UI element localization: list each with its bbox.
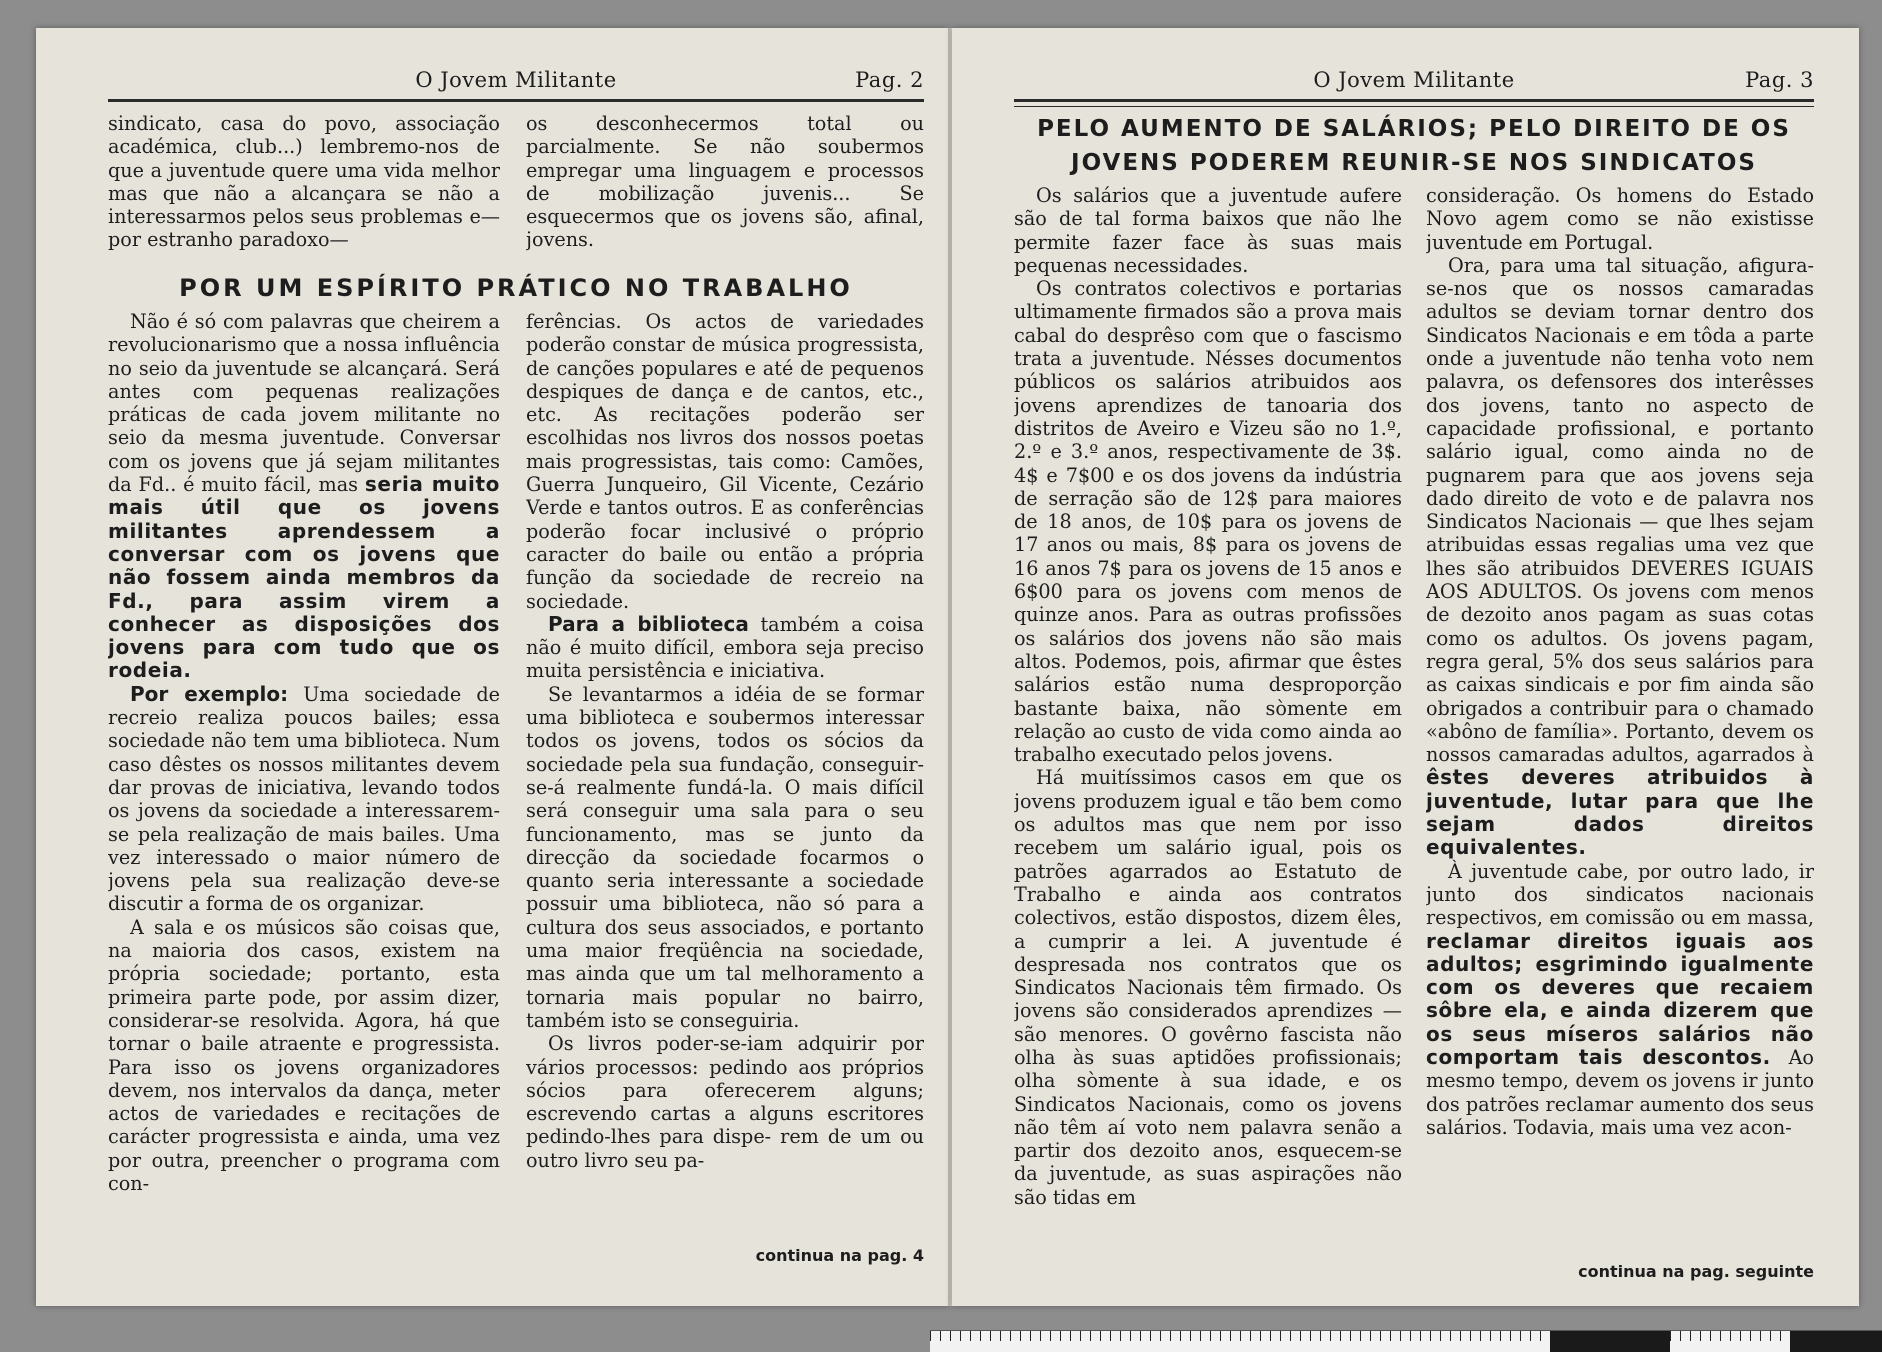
- p3-col2-paragraph-2: [1426, 254, 1814, 860]
- measurement-scale-bar: [930, 1330, 1882, 1352]
- page-2-content: [108, 28, 924, 1306]
- p3-col2-paragraph-3: [1426, 860, 1814, 1140]
- scale-black-segment-1: [1550, 1331, 1670, 1352]
- col1-lead-in: Por exemplo:: [130, 681, 289, 706]
- p3-col2-bold-passage-1: êstes deveres atribuidos à juventude, lutar para que lhe sejam dados direitos equivalentes.: [1426, 765, 1814, 860]
- page-3-sheet: [952, 28, 1859, 1306]
- col2-paragraph-3: Se levantarmos a idéia de se formar uma biblioteca e soubermos interessar todos os jovens, todos os sócios da sociedade pela sua fundação, conseguir-se-á realmente fundá-la. O mais difícil será conseguir uma sala para o seu funcionamento, mas se junto da direcção da sociedade focarmos o quanto seria interessante a sociedade possuir uma biblioteca, não só para a cultura dos seus associados, e portanto uma maior freqüência na sociedade, mas ainda que um tal melhoramento a tornaria mais popular no bairro, também isto se conseguiria.: [526, 682, 924, 1032]
- page-2-continued-note: continua na pag. 4: [755, 1246, 924, 1265]
- p3-col1-paragraph-2: Os contratos colectivos e portarias ultimamente firmados são a prova mais cabal do desprêso com que o fascismo trata a juventude. Nésses documentos públicos os salários atribuidos aos jovens aprendizes de tanoaria dos distritos de Aveiro e Vizeu são no 1.º, 2.º e 3.º anos, respectivamente de 3$. 4$ e 7$00 e os dos jovens da indústria de serração são de 12$ para maiores de 18 anos, de 10$ para os jovens de 17 anos ou mais, 8$ para os jovens de 16 anos 7$ para os jovens de 15 anos e 6$00 para os jovens com menos de quinze anos. Para as outras profissões os salários dos jovens não são mais altos. Podemos, pois, afirmar que êstes salários estão numa desproporção bastante baixa, não sòmente em relação ao custo de vida como ainda ao trabalho executado pelos jovens.: [1014, 277, 1402, 767]
- col1-paragraph-2: [108, 683, 500, 916]
- col2-paragraph-2-text: também a coisa não é muito difícil, embora seja preciso muita persistência e iniciativa.: [526, 612, 924, 683]
- page-3-column-1: [1014, 184, 1402, 1294]
- page-2-intro-right: [526, 112, 924, 262]
- page-3-header-rule: [1014, 99, 1814, 102]
- page-2-column-2: [526, 310, 924, 1244]
- intro-right-text: os desconhecermos total ou parcialmente. Se não soubermos empregar uma linguagem e processos de mobilização juvenis... Se esquecermos que os jovens são, afinal, jovens.: [526, 112, 924, 252]
- page-3-headline-line-1: PELO AUMENTO DE SALÁRIOS; PELO DIREITO DE OS: [1037, 116, 1791, 142]
- p3-col2-paragraph-3-text: À juventude cabe, por outro lado, ir junto dos sindicatos nacionais respectivos, em comissão ou em massa,: [1426, 859, 1814, 930]
- page-3-masthead-title: O Jovem Militante: [1313, 68, 1515, 92]
- col2-lead-in: Para a biblioteca: [548, 611, 749, 636]
- page-3-headline: [1014, 112, 1814, 180]
- p3-col1-paragraph-3: Há muitíssimos casos em que os jovens produzem igual e tão bem como os adultos mas que nem por isso recebem um salário igual, pois os patrões agarrados ao Estatuto de Trabalho e ainda aos contratos colectivos, estão dispostos, dizem êles, a cumprir a lei. A juventude é despresada nos contratos que os Sindicatos Nacionais têm firmado. Os jovens são considerados aprendizes — são menores. O govêrno fascista não olha às suas aptidões profissionais; olha sòmente à sua idade, e os Sindicatos Nacionais, como os jovens não têm aí voto nem palavra senão a partir dos dezoito anos, esquecem-se da juventude, as suas aspirações não são tidas em: [1014, 766, 1402, 1209]
- col2-paragraph-1: ferências. Os actos de variedades poderão constar de música progressista, de canções populares e até de pequenos despiques de dança e de cantos, etc., etc. As recitações poderão ser escolhidas nos livros dos nossos poetas mais progressistas, tais como: Camões, Guerra Junqueiro, Gil Vicente, Cezário Verde e tantos outros. E as conferências poderão focar inclusivé o próprio caracter do baile ou então a própria função da sociedade de recreio na sociedade.: [526, 310, 924, 613]
- page-2-header: [108, 64, 924, 104]
- intro-left-text: sindicato, casa do povo, associação académica, club...) lembremo-nos de que a juventude quere uma vida melhor mas que não a alcançara se não a interessarmos pelos seus problemas e—por estranho paradoxo—: [108, 112, 500, 252]
- page-3-page-number: Pag. 3: [1745, 68, 1814, 92]
- scale-black-segment-2: [1790, 1331, 1882, 1352]
- page-2-sheet: [36, 28, 948, 1306]
- page-3-continued-note: continua na pag. seguinte: [1578, 1262, 1814, 1281]
- col2-paragraph-2: [526, 613, 924, 683]
- page-2-column-1: [108, 310, 500, 1270]
- col1-paragraph-1-text: Não é só com palavras que cheirem a revolucionarismo que a nossa influência no seio da juventude se alcançará. Será antes com pequenas realizações práticas de cada jovem militante no seio da mesma juventude. Conversar com os jovens que já sejam militantes da Fd.. é muito fácil, mas: [108, 310, 500, 497]
- page-3-column-2: [1426, 184, 1814, 1250]
- page-2-header-rule: [108, 99, 924, 102]
- p3-col1-paragraph-1: Os salários que a juventude aufere são de tal forma baixos que não lhe permite fazer face às suas mais pequenas necessidades.: [1014, 184, 1402, 277]
- col1-paragraph-2-text: Uma sociedade de recreio realiza poucos bailes; essa sociedade não tem uma biblioteca. Num caso dêstes os nossos militantes devem dar provas de iniciativa, levando todos os jovens da sociedade a interessarem-se pela realização de mais bailes. Uma vez interessado o maior número de jovens pela sua realização deve-se discutir a forma de os organizar.: [108, 682, 500, 916]
- p3-col2-paragraph-4-text: Ao mesmo tempo, devem os jovens ir junto dos patrões reclamar aumento dos seus salários. Todavia, mais uma vez acon-: [1426, 1045, 1814, 1139]
- page-2-masthead-title: O Jovem Militante: [415, 68, 617, 92]
- page-2-intro-left: [108, 112, 500, 262]
- page-3-content: [1014, 28, 1814, 1306]
- col1-paragraph-3: A sala e os músicos são coisas que, na maioria dos casos, existem na própria sociedade; portanto, esta primeira parte pode, por assim dizer, considerar-se resolvida. Agora, há que tornar o baile atraente e progressista. Para isso os jovens organizadores devem, nos intervalos da dança, meter actos de variedades e recitações de carácter progressista e ainda, uma vez por outra, preencher o programa com con-: [108, 915, 500, 1195]
- page-3-header-rule-thin: [1014, 106, 1814, 107]
- p3-col2-paragraph-2-text: Ora, para uma tal situação, afigura-se-nos que os nossos camaradas adultos se deviam tornar dentro dos Sindicatos Nacionais e em tôda a parte onde a juventude não tenha voto nem palavra, os defensores dos interêsses dos jovens, tanto no aspecto de capacidade profissional, e portanto salário igual, como ainda no de pugnarem para que aos jovens seja dado direito de voto e de palavra nos Sindicatos Nacionais — que lhes sejam atribuidas essas regalias uma vez que lhes são atribuidos DEVERES IGUAIS AOS ADULTOS. Os jovens com menos de dezoito anos pagam as suas cotas como os adultos. Os jovens pagam, regra geral, 5% dos seus salários para as caixas sindicais e por fim ainda são obrigados a contribuir para o chamado «abôno de família». Portanto, devem os nossos camaradas adultos, agarrados à: [1426, 253, 1814, 767]
- scale-ticks: [930, 1331, 1882, 1341]
- page-3-headline-line-2: JOVENS PODEREM REUNIR-SE NOS SINDICATOS: [1071, 150, 1757, 176]
- col1-bold-passage: seria muito mais útil que os jovens militantes aprendessem a conversar com os jovens que não fossem ainda membros da Fd., para assim virem a conhecer as disposições dos jovens para com tudo que os rodeia.: [108, 472, 500, 683]
- page-3-header: [1014, 64, 1814, 104]
- p3-col2-bold-passage-2: reclamar direitos iguais aos adultos; esgrimindo igualmente com os deveres que recaiem sôbre ela, e ainda dizerem que os seus míseros salários não comportam tais descontos.: [1426, 928, 1814, 1069]
- col1-paragraph-1: [108, 310, 500, 683]
- p3-col2-paragraph-1: consideração. Os homens do Estado Novo agem como se não existisse juventude em Portugal.: [1426, 184, 1814, 254]
- col2-paragraph-4: Os livros poder-se-iam adquirir por vários processos: pedindo aos próprios sócios para oferecerem alguns; escrevendo cartas a alguns escritores pedindo-lhes para dispe- rem de um ou outro livro seu pa-: [526, 1032, 924, 1172]
- page-2-page-number: Pag. 2: [855, 68, 924, 92]
- page-2-headline: POR UM ESPÍRITO PRÁTICO NO TRABALHO: [179, 274, 853, 302]
